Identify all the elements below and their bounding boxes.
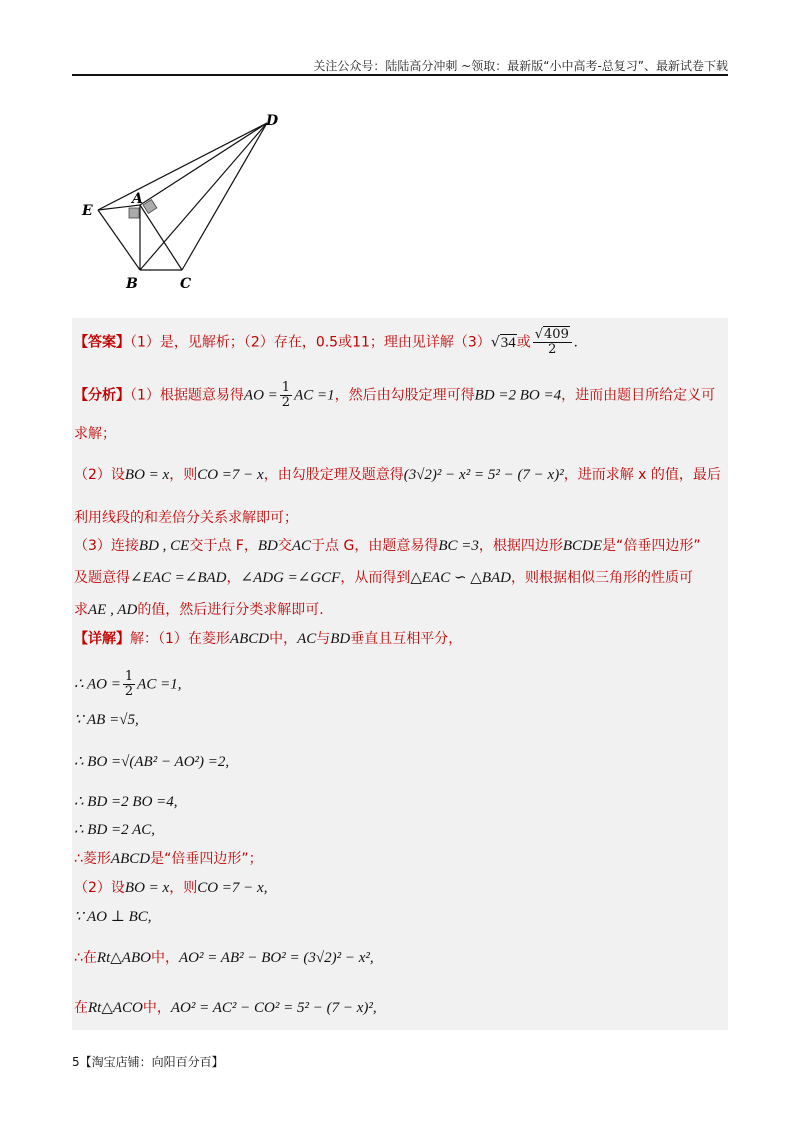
detail-line-8: （2）设BO = x，则CO =7 − x,	[74, 880, 268, 896]
label-B: B	[126, 276, 138, 292]
analysis-line-3: （2）设BO = x，则CO =7 − x，由勾股定理及题意得(3√2)² − x² = 5² − (7 − x)²，进而求解 x 的值，最后	[74, 467, 721, 483]
right-angle-mark-1	[129, 208, 139, 218]
header-rule	[72, 74, 728, 76]
label-D: D	[266, 113, 279, 129]
answer-line: 【答案】（1）是，见解析；（2）存在，0.5或11；理由见详解（3）√34或 $\frac{√409}{2}$ .	[74, 327, 578, 357]
geometry-figure	[72, 105, 302, 300]
detail-line-5: ∴ BD =2 BO =4,	[74, 794, 178, 810]
analysis-line-2: 求解；	[74, 426, 116, 442]
analysis-line-1: 【分析】（1）根据题意易得AO = $\frac{1}{2}$ AC =1，然后由勾股定理可得BD =2 BO =4，进而由题目所给定义可	[74, 380, 716, 410]
page-header: 关注公众号：陆陆高分冲刺 ~领取：最新版“小中高考-总复习”、最新试卷下载	[313, 59, 728, 73]
analysis-line-4: 利用线段的和差倍分关系求解即可；	[74, 510, 298, 526]
analysis-line-5: （3）连接BD , CE交于点 F，BD交AC于点 G，由题意易得BC =3，根据四边形BCDE是“倍垂四边形”	[74, 538, 701, 554]
detail-line-3: ∵ AB =√5,	[74, 712, 139, 728]
label-C: C	[180, 276, 192, 292]
label-A: A	[132, 191, 143, 207]
segment-AC	[140, 205, 182, 270]
detail-line-2: ∴ AO = $\frac{1}{2}$ AC =1,	[74, 669, 182, 699]
detail-line-11: 在Rt△ACO中，AO² = AC² − CO² = 5² − (7 − x)²,	[74, 1000, 377, 1016]
detail-line-1: 【详解】解：（1）在菱形ABCD中，AC与BD垂直且互相平分，	[74, 631, 463, 647]
segment-AD	[140, 123, 267, 205]
page-footer: 5【淘宝店铺：向阳百分百】	[72, 1055, 224, 1069]
detail-line-6: ∴ BD =2 AC,	[74, 822, 156, 838]
detail-line-4: ∴ BO =√(AB² − AO²) =2,	[74, 754, 230, 770]
analysis-line-7: 求AE , AD的值，然后进行分类求解即可.	[74, 602, 324, 618]
geometry-diagram	[72, 105, 302, 300]
detail-line-10: ∴在Rt△ABO中，AO² = AB² − BO² = (3√2)² − x²,	[74, 950, 374, 966]
detail-line-7: ∴菱形ABCD是“倍垂四边形”；	[74, 851, 263, 867]
label-E: E	[82, 203, 93, 219]
detail-line-9: ∵ AO ⊥ BC,	[74, 909, 152, 925]
analysis-line-6: 及题意得∠EAC =∠BAD，∠ADG =∠GCF，从而得到△EAC ∽ △BAD，则根据相似三角形的性质可	[74, 570, 693, 586]
